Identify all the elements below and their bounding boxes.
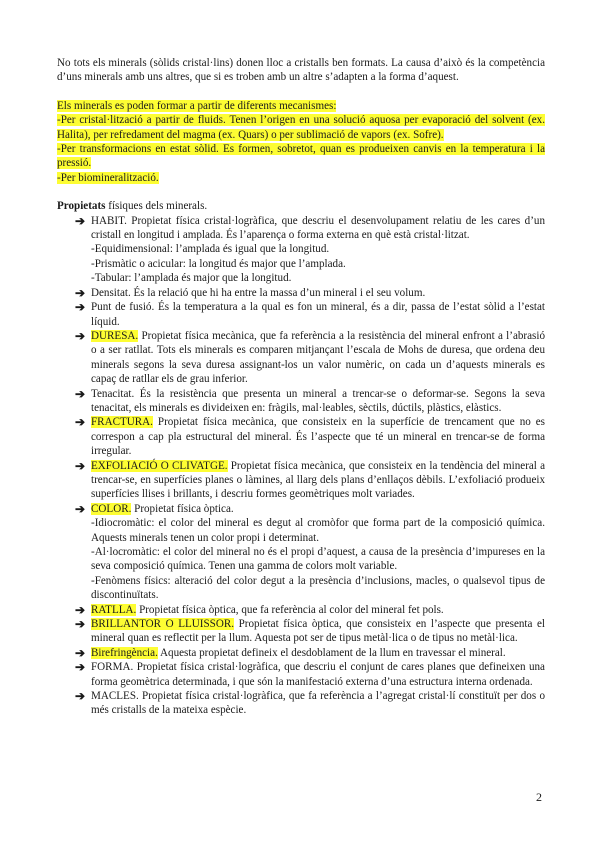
property-description: És la resistència que presenta un mineral a trencar-se o deformar-se. Segons la seva tenacitat, els minerals es divideixen en: fràgils, mal·leables, sèctils, dúctils, plàstics, elàstics. xyxy=(91,387,545,414)
property-term: COLOR. xyxy=(91,502,132,515)
property-item xyxy=(57,617,545,646)
property-description: És la temperatura a la qual es fon un mineral, és a dir, passa de l’estat sòlid a l’estat líquid. xyxy=(91,301,546,328)
property-term: FORMA. xyxy=(91,661,134,674)
mechanism-item: -Per biomineralització. xyxy=(57,171,159,184)
property-description: Propietat física cristal·logràfica, que fa referència a l’agregat cristal·lí constituït per dos o més cristalls de la mateixa espècie. xyxy=(91,690,545,717)
arrow-bullet-icon: ➔ xyxy=(75,602,86,617)
property-term: DURESA. xyxy=(91,329,139,342)
property-item xyxy=(57,387,545,416)
property-subtype: -Equidimensional: l’amplada és igual que la longitud. xyxy=(91,243,330,256)
property-description: Propietat física mecànica, que consisteix en la tendència del mineral a trencar-se, en superfícies planes o làmines, al llarg dels plans d’enllaços dèbils. L’exfoliació produeix superfícies llises i brillants, i descriu formes geomètriques molt variades. xyxy=(91,459,545,501)
property-term: Birefringència. xyxy=(91,646,158,659)
property-item xyxy=(57,660,545,689)
property-item xyxy=(57,214,545,286)
property-term: RATLLA. xyxy=(91,603,137,616)
property-item xyxy=(57,286,545,300)
property-description: Propietat física òptica, que fa referència al color del mineral fet pols. xyxy=(136,603,444,616)
properties-heading: Propietats físiques dels minerals. xyxy=(57,200,208,213)
property-item xyxy=(57,502,545,603)
document-body xyxy=(57,56,545,718)
property-item xyxy=(57,603,545,617)
property-term: Tenacitat. xyxy=(91,387,135,400)
property-description: Propietat física mecànica, que fa referència a la resistència del mineral enfront a l’abrasió o a ser ratllat. Tots els minerals es comparen mitjançant l’escala de Mohs de duresa, que ordena deu minerals segons la seva duresa assignant-los un valor numèric, on cada un d’aquests minerals es capaç de ratllar els de grau inferior. xyxy=(91,329,545,386)
property-subtype: -Fenòmens físics: alteració del color degut a la presència d’inclusions, macles, o qualsevol tipus de discontinuïtats. xyxy=(91,574,545,602)
arrow-bullet-icon: ➔ xyxy=(75,415,86,430)
property-term: Densitat. xyxy=(91,286,131,299)
property-item xyxy=(57,459,545,502)
property-description: Propietat física òptica. xyxy=(131,502,234,515)
property-term: EXFOLIACIÓ O CLIVATGE. xyxy=(91,459,228,472)
arrow-bullet-icon: ➔ xyxy=(75,386,86,401)
property-term: BRILLANTOR O LLUISSOR. xyxy=(91,618,235,631)
property-subtype: -Al·locromàtic: el color del mineral no és el propi d’aquest, a causa de la presència d’impureses en la seva composició química. Tenen una gamma de colors molt variable. xyxy=(91,546,545,573)
property-item xyxy=(57,646,545,660)
arrow-bullet-icon: ➔ xyxy=(75,285,86,300)
page-number: 2 xyxy=(536,790,542,804)
property-description: És la relació que hi ha entre la massa d’un mineral i el seu volum. xyxy=(130,286,426,299)
intro-paragraph: No tots els minerals (sòlids cristal·lins) donen lloc a cristalls ben formats. La causa d’això és la competència d’uns minerals amb uns altres, que si es troben amb un altre s’adapten a la forma d’aquest. xyxy=(57,57,545,84)
property-subtype: -Idiocromàtic: el color del mineral es degut al cromòfor que forma part de la composició química. Aquests minerals tenen un color propi i determinat. xyxy=(91,517,545,544)
arrow-bullet-icon: ➔ xyxy=(75,645,86,660)
property-term: MACLES. xyxy=(91,690,139,703)
property-term: Punt de fusió. xyxy=(91,301,155,314)
property-description: Propietat física òptica, que consisteix en l’aspecte que presenta el mineral quan es reflectit per la llum. Aquesta pot ser de tipus metàl·lica o de tipus no metàl·lica. xyxy=(91,618,545,645)
arrow-bullet-icon: ➔ xyxy=(75,300,86,315)
mechanism-item: -Per cristal·lització a partir de fluids. Tenen l’origen en una solució aquosa per evaporació del solvent (ex. Halita), per refredament del magma (ex. Quars) o per sublimació de vapors (ex. Sofre). xyxy=(57,114,545,141)
mechanisms-block xyxy=(57,99,545,185)
property-description: Propietat física mecànica, que consisteix en la superfície de trencament que no es correspon a cap pla estructural del mineral. És l’aspecte que té un mineral en trencar-se de forma irregular. xyxy=(91,416,545,458)
mechanisms-title: Els minerals es poden formar a partir de diferents mecanismes: xyxy=(57,99,337,112)
property-term: HABIT. xyxy=(91,214,127,227)
arrow-bullet-icon: ➔ xyxy=(75,458,86,473)
property-item xyxy=(57,689,545,718)
property-description: Propietat física cristal·logràfica, que descriu el conjunt de cares planes que defineixen una forma geomètrica determinada, i que són la manifestació externa d’una estructura interna ordenada. xyxy=(91,661,545,688)
property-subtype: -Prismàtic o acicular: la longitud és major que l’amplada. xyxy=(91,257,346,270)
arrow-bullet-icon: ➔ xyxy=(75,328,86,343)
property-term: FRACTURA. xyxy=(91,416,153,429)
arrow-bullet-icon: ➔ xyxy=(75,213,86,228)
properties-list xyxy=(57,214,545,718)
property-item xyxy=(57,329,545,387)
property-description: Propietat física cristal·logràfica, que descriu el desenvolupament relatiu de les cares d’un cristall en longitud i amplada. És l’aparença o forma externa en què està cristal·litzat. xyxy=(91,214,545,242)
arrow-bullet-icon: ➔ xyxy=(75,689,86,704)
property-item xyxy=(57,300,545,329)
arrow-bullet-icon: ➔ xyxy=(75,660,86,675)
mechanism-item: -Per transformacions en estat sòlid. Es formen, sobretot, quan es produeixen canvis en la temperatura i la pressió. xyxy=(57,143,545,170)
arrow-bullet-icon: ➔ xyxy=(75,501,86,516)
property-subtype: -Tabular: l’amplada és major que la longitud. xyxy=(91,272,292,285)
property-item xyxy=(57,415,545,458)
property-description: Aquesta propietat defineix el desdoblament de la llum en travessar el mineral. xyxy=(157,646,506,659)
arrow-bullet-icon: ➔ xyxy=(75,617,86,632)
